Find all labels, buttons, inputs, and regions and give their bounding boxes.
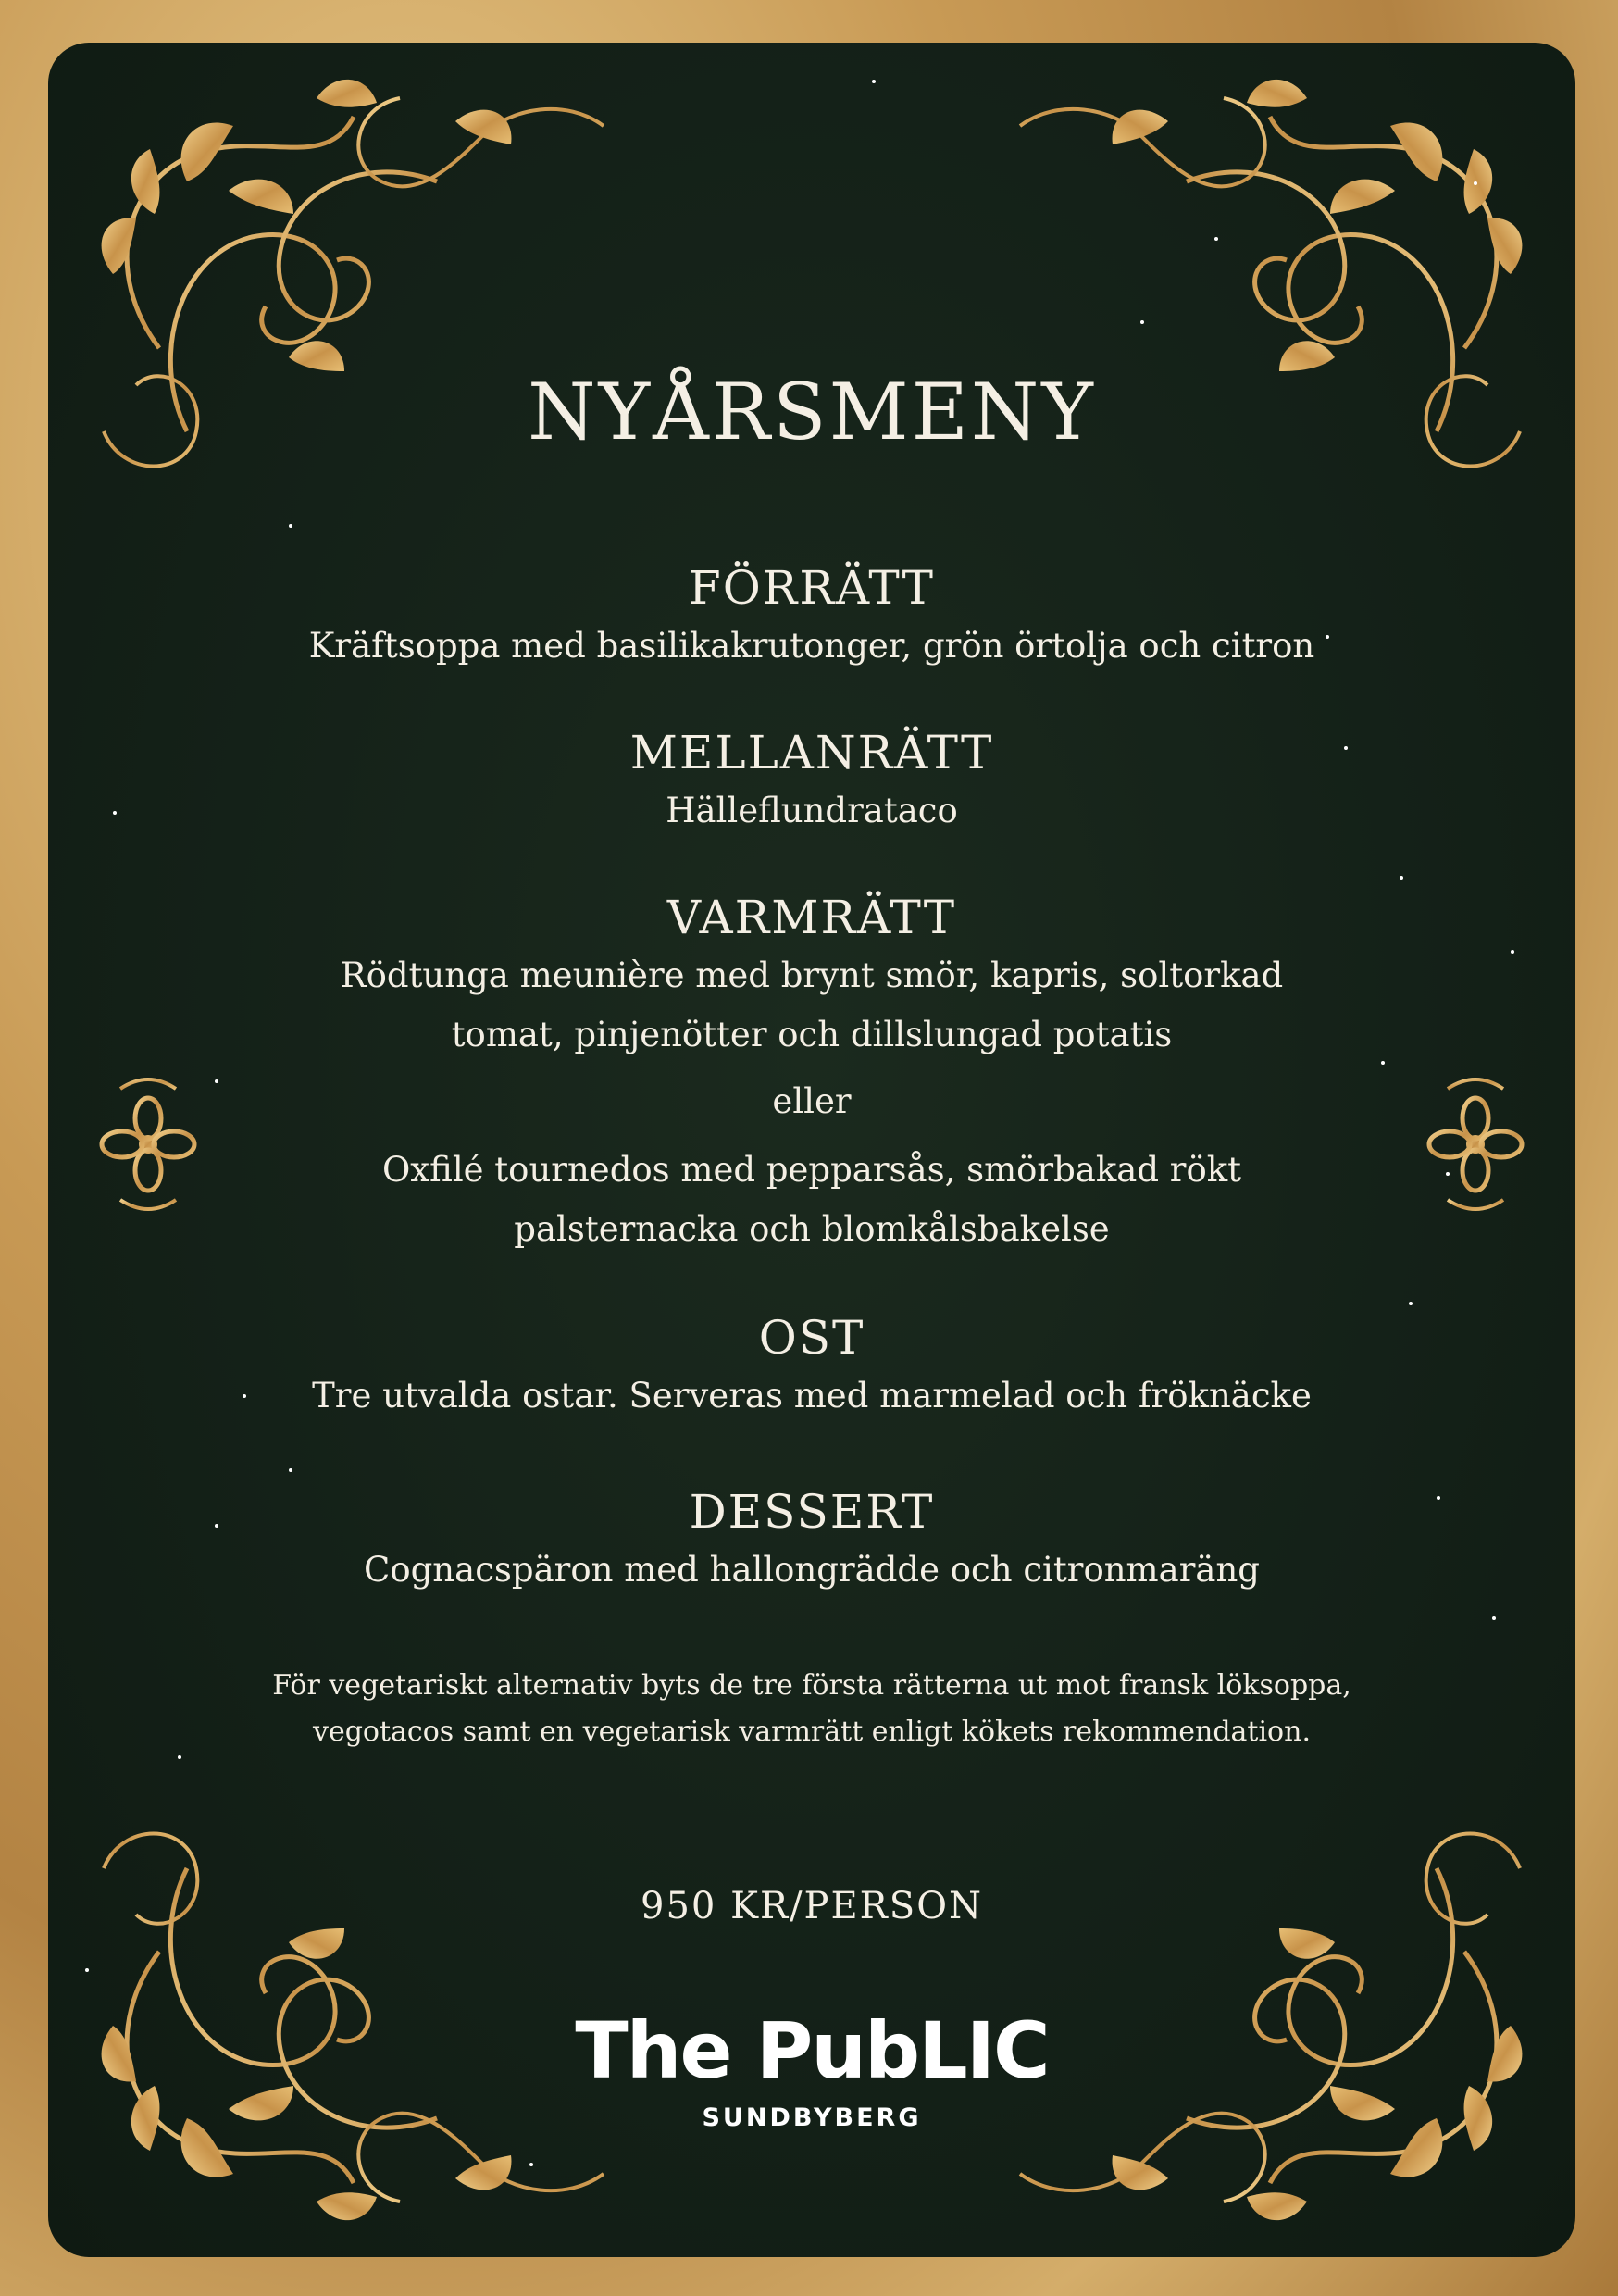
section-heading-dessert: DESSERT [689, 1485, 935, 1539]
section-text-varmratt-line-1: Rödtunga meunière med brynt smör, kapris, soltorkad [340, 955, 1284, 995]
menu-content [48, 43, 1575, 2257]
section-text-varmratt-line-2: tomat, pinjenötter och dillslungad potatis [451, 1015, 1173, 1054]
section-text-varmratt-alt-line-2: palsternacka och blomkålsbakelse [514, 1209, 1110, 1249]
price-label: 950 KR/PERSON [641, 1885, 983, 1928]
vegetarian-note-line-2: vegotacos samt en vegetarisk varmrätt enligt kökets rekommendation. [313, 1716, 1311, 1748]
menu-card [48, 43, 1575, 2257]
section-text-varmratt-alt-line-1: Oxfilé tournedos med pepparsås, smörbakad rökt [381, 1150, 1242, 1190]
logo-wordmark: The PubLIC [575, 2005, 1049, 2096]
section-heading-ost: OST [758, 1311, 865, 1365]
section-text-forratt: Kräftsoppa med basilikakrutonger, grön örtolja och citron [308, 626, 1315, 666]
section-text-dessert: Cognacspäron med hallongrädde och citronmaräng [364, 1550, 1260, 1590]
vegetarian-note [215, 1663, 1409, 1755]
section-heading-varmratt: VARMRÄTT [666, 891, 957, 944]
section-heading-forratt: FÖRRÄTT [689, 561, 935, 615]
vegetarian-note-line-1: För vegetariskt alternativ byts de tre första rätterna ut mot fransk löksoppa, [272, 1669, 1351, 1702]
section-text-mellanratt: Hälleflundrataco [666, 791, 958, 830]
section-separator-eller: eller [772, 1081, 852, 1121]
section-text-ost: Tre utvalda ostar. Serveras med marmelad och fröknäcke [312, 1376, 1312, 1416]
menu-title: NYÅRSMENY [528, 367, 1096, 457]
section-heading-mellanratt: MELLANRÄTT [629, 726, 994, 780]
logo-location: SUNDBYBERG [702, 2103, 922, 2132]
